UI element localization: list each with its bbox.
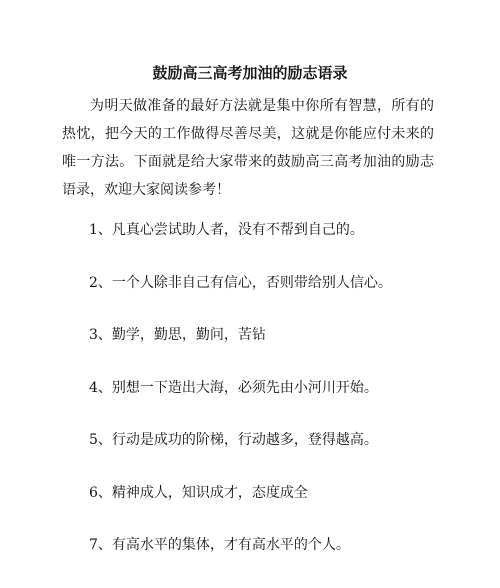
document-title: 鼓励高三高考加油的励志语录 — [152, 64, 348, 82]
list-item: 3、勤学，勤思，勤问，苦钻 — [89, 327, 266, 343]
list-item: 2、一个人除非自己有信心，否则带给别人信心。 — [89, 274, 392, 291]
quote-list — [89, 220, 449, 588]
list-item: 6、精神成人，知识成才，态度成全 — [89, 484, 308, 501]
list-item: 1、凡真心尝试助人者，没有不帮到自己的。 — [89, 222, 364, 238]
list-item: 7、有高水平的集体，才有高水平的个人。 — [89, 537, 350, 553]
list-item: 5、行动是成功的阶梯，行动越多，登得越高。 — [89, 432, 378, 448]
intro-paragraph: 为明天做准备的最好方法就是集中你所有智慧，所有的热忱，把今天的工作做得尽善尽美，这就是你能应付未来的唯一方法。下面就是给大家带来的鼓励高三高考加油的励志语录，欢迎大家阅读参考！ — [62, 98, 434, 198]
list-item: 4、别想一下造出大海，必须先由小河川开始。 — [89, 379, 378, 396]
